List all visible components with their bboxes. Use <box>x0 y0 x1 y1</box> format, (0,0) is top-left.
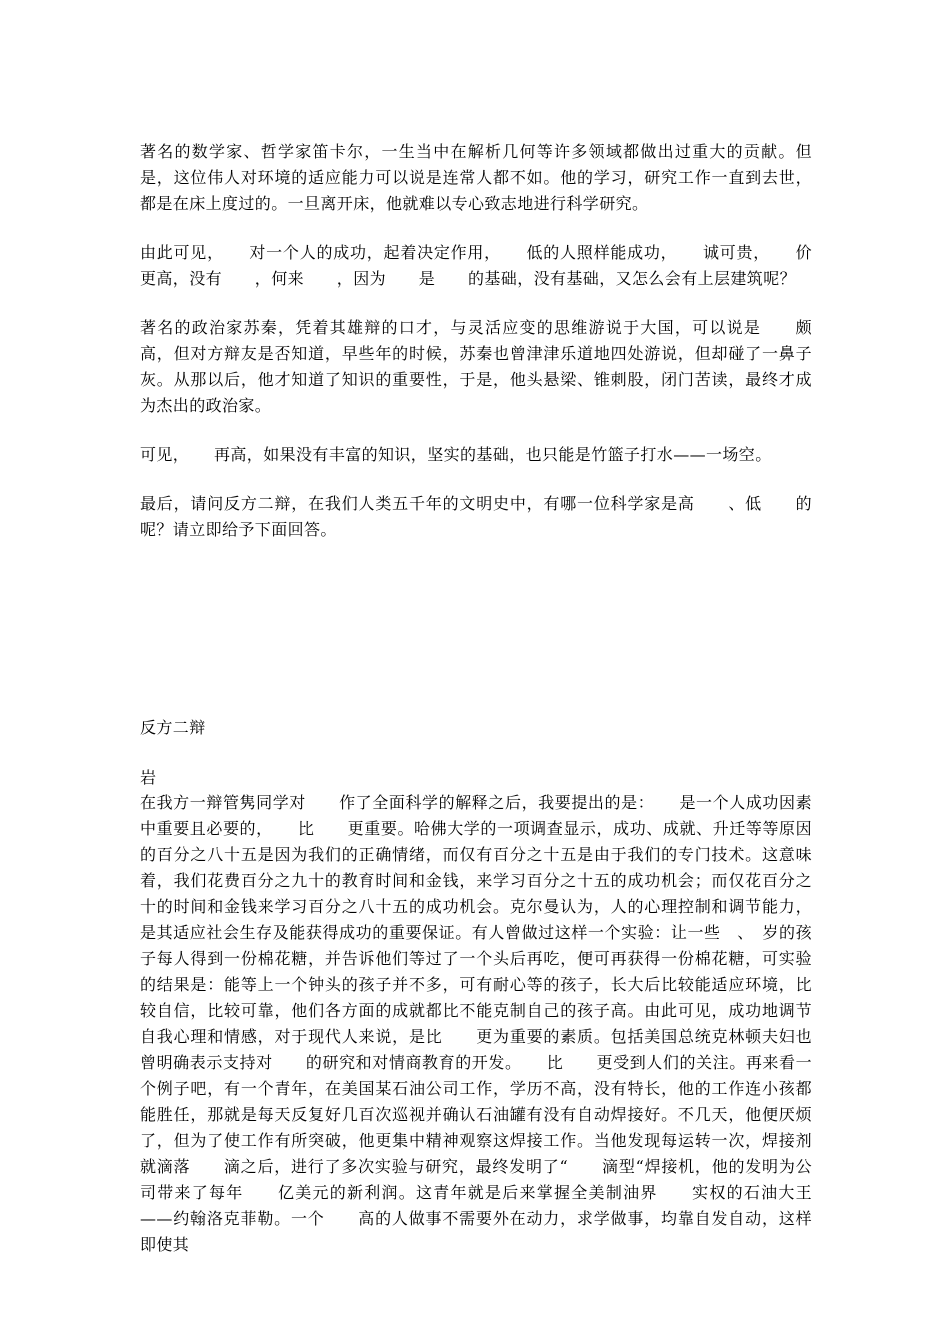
speaker-name: 岩 <box>140 768 157 787</box>
paragraph-descartes: 著名的数学家、哲学家笛卡尔，一生当中在解析几何等许多领域都做出过重大的贡献。但是，这位伟人对环境的适应能力可以说是连常人都不如。他的学习，研究工作一直到去世，都是在床上度过的。一旦离开床，他就难以专心致志地进行科学研究。 <box>140 142 812 213</box>
paragraph-su-qin: 著名的政治家苏秦，凭着其雄辩的口才，与灵活应变的思维游说于大国，可以说是 颇高，但对方辩友是否知道，早些年的时候，苏秦也曾津津乐道地四处游说，但却碰了一鼻子灰。从那以后，他才知道了知识的重要性，于是，他头悬梁、锥刺股，闭门苦读，最终才成为杰出的政治家。 <box>140 318 812 415</box>
paragraph-conclusion-1: 由此可见， 对一个人的成功，起着决定作用， 低的人照样能成功， 诚可贵， 价更高，没有 ，何来 ，因为 是 的基础，没有基础，又怎么会有上层建筑呢？ <box>140 243 812 288</box>
paragraph-conclusion-2: 可见， 再高，如果没有丰富的知识，坚实的基础，也只能是竹篮子打水——一场空。 <box>140 445 772 464</box>
section-heading: 反方二辩 <box>140 718 206 737</box>
speech-paragraph: 在我方一辩管隽同学对 作了全面科学的解释之后，我要提出的是： 是一个人成功因素中重要且必要的， 比 更重要。哈佛大学的一项调查显示，成功、成就、升迁等等原因的百分之八十五是因为我们的正确情绪，而仅有百分之十五是由于我们的专门技术。这意味着，我们花费百分之九十的教育时间和金钱，来学习百分之十五的成功机会；而仅花百分之十的时间和金钱来学习百分之八十五的成功机会。克尔曼认为，人的心理控制和调节能力，是其适应社会生存及能获得成功的重要保证。有人曾做过这样一个实验：让一些 、 岁的孩子每人得到一份棉花糖，并告诉他们等过了一个头后再吃，便可再获得一份棉花糖，可实验的结果是：能等上一个钟头的孩子并不多，可有耐心等的孩子，长大后比较能适应环境，比较自信，比较可靠，他们各方面的成就都比不能克制自己的孩子高。由此可见，成功地调节自我心理和情感，对于现代人来说，是比 更为重要的素质。包括美国总统克林顿夫妇也曾明确表示支持对 的研究和对情商教育的开发。 比 更受到人们的关注。再来看一个例子吧，有一个青年，在美国某石油公司工作，学历不高，没有特长，他的工作连小孩都能胜任，那就是每天反复好几百次巡视并确认石油罐有没有自动焊接好。不几天，他便厌烦了，但为了使工作有所突破，他更集中精神观察这焊接工作。当他发现每运转一次，焊接剂就滴落 滴之后，进行了多次实验与研究，最终发明了“ 滴型“焊接机，他的发明为公司带来了每年 亿美元的新利润。这青年就是后来掌握全美制油界 实权的石油大王——约翰洛克菲勒。一个 高的人做事不需要外在动力，求学做事，均靠自发自动，这样即使其 <box>140 793 812 1254</box>
paragraph-question: 最后，请问反方二辩，在我们人类五千年的文明史中，有哪一位科学家是高 、低 的呢？请立即给予下面回答。 <box>140 494 812 539</box>
